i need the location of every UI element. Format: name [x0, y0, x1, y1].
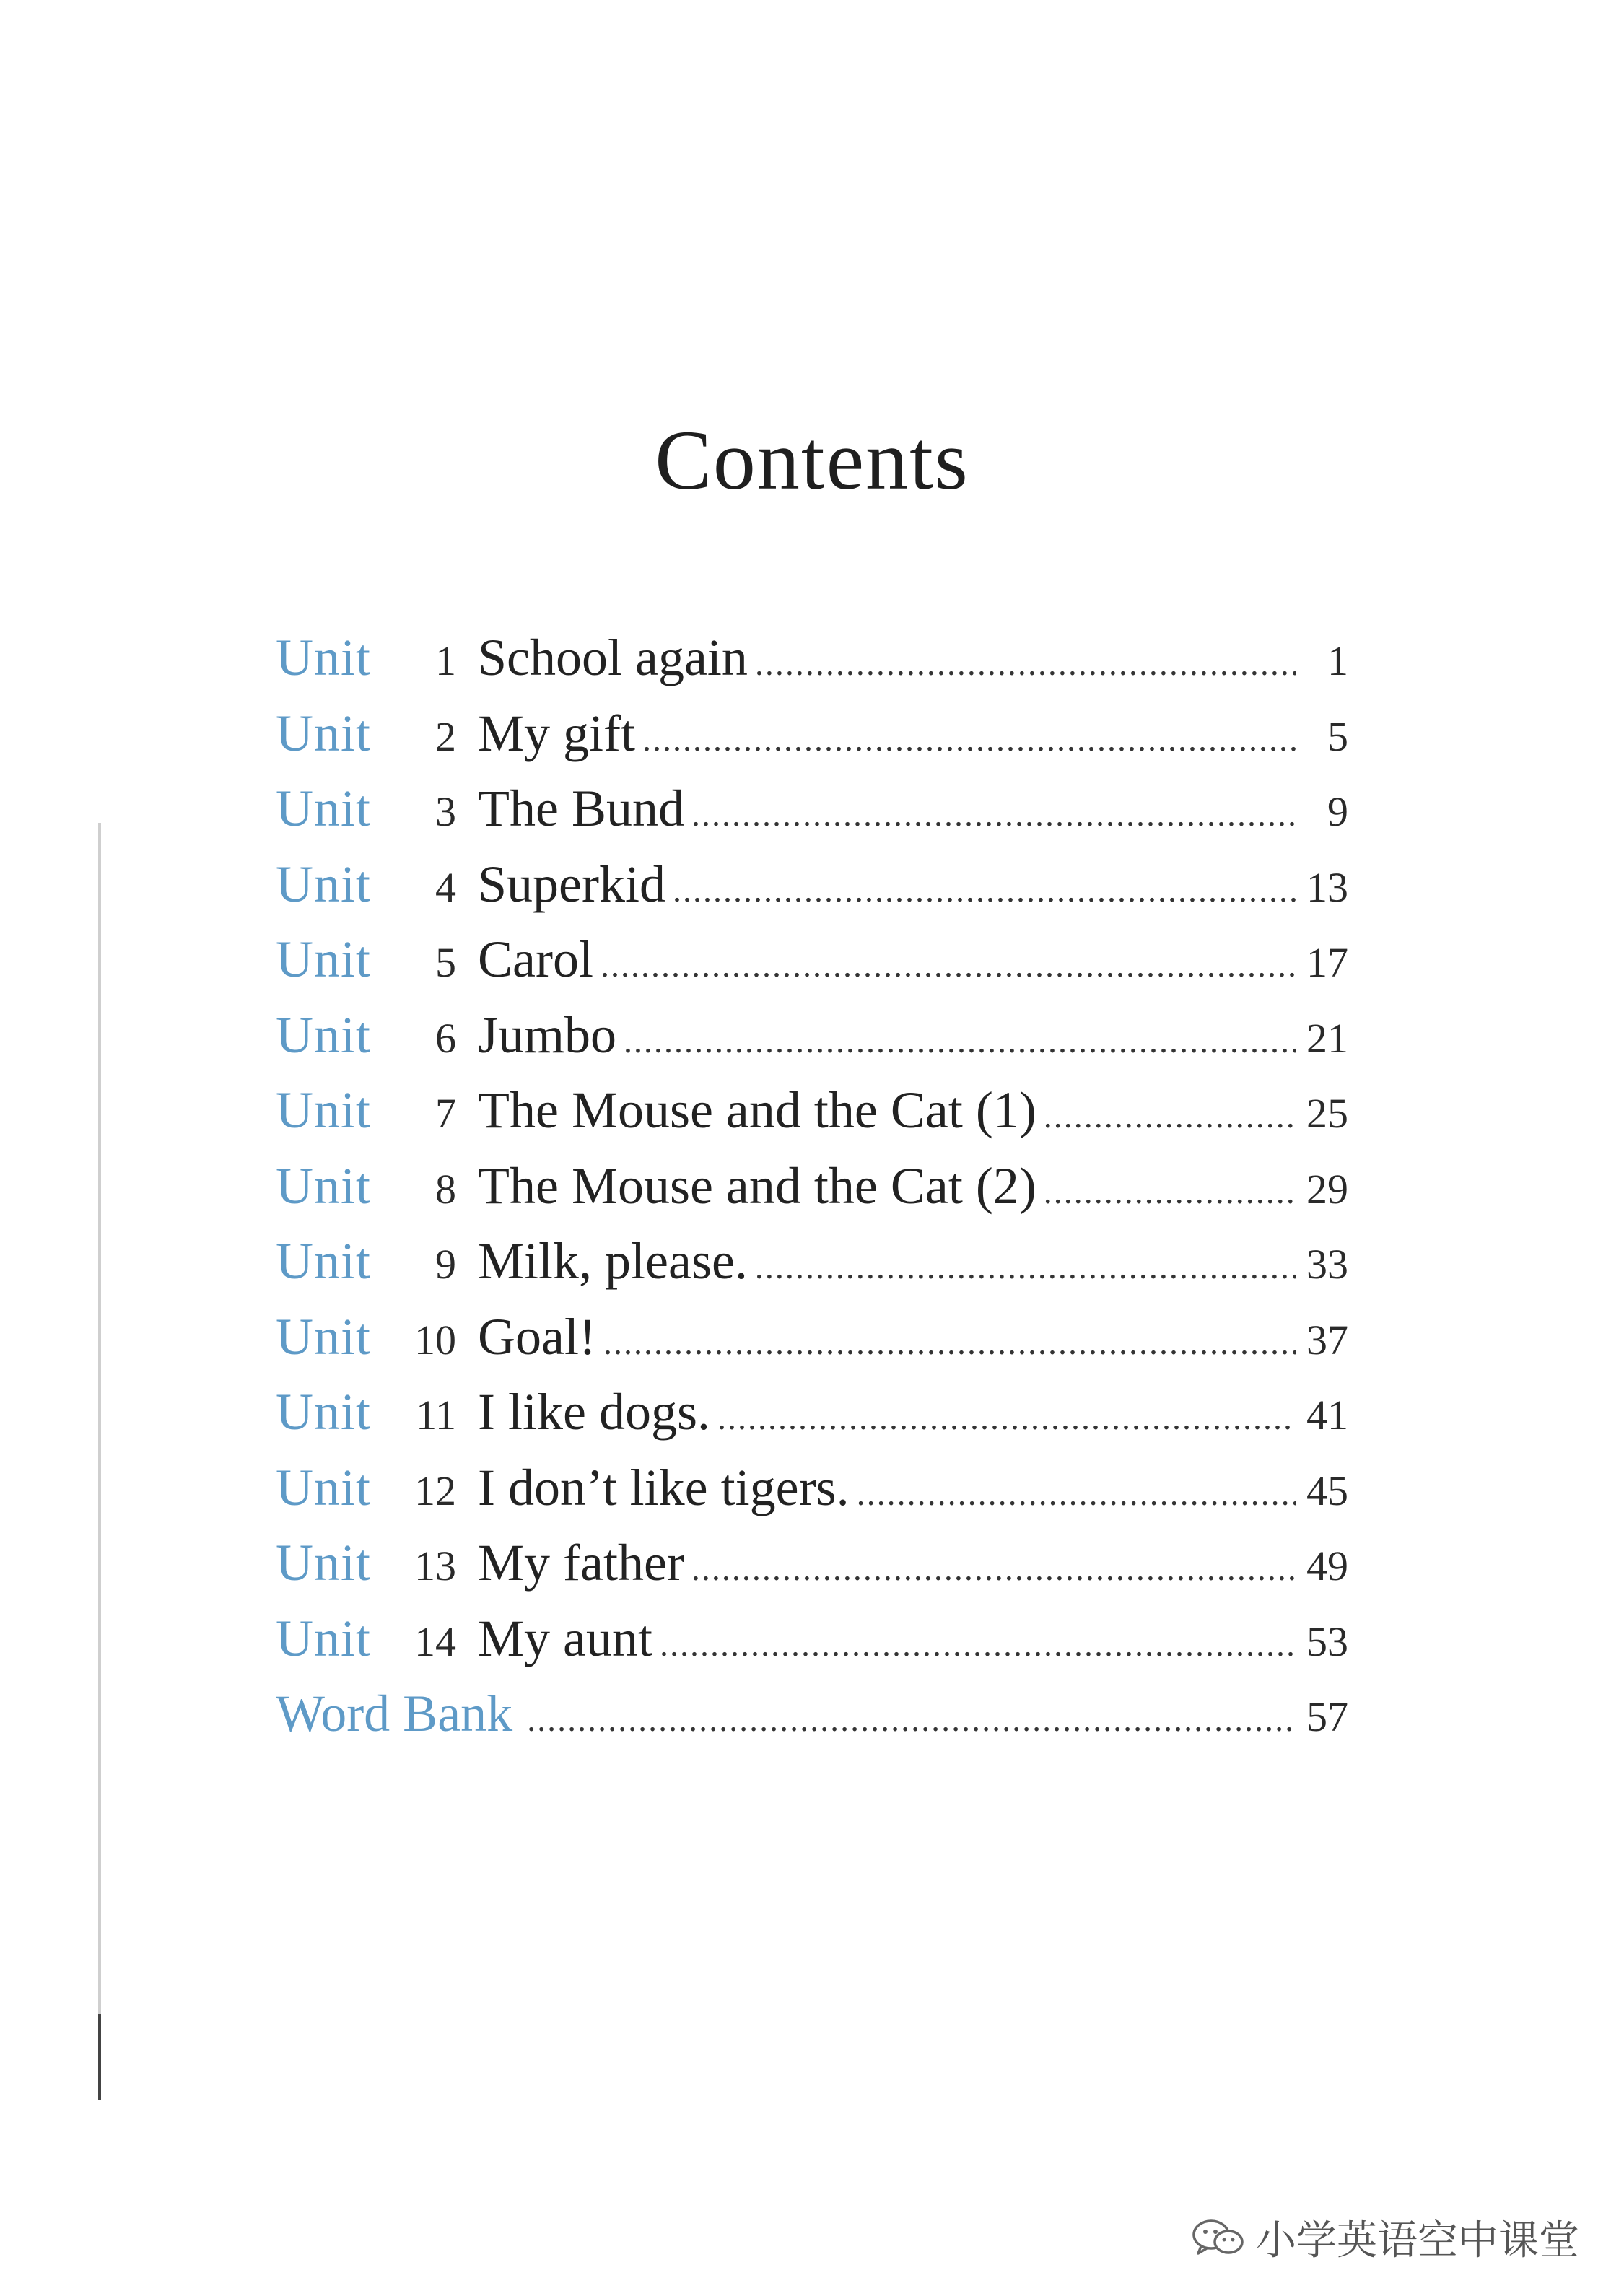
unit-title: My father: [478, 1534, 684, 1592]
unit-number: 13: [414, 1542, 456, 1589]
unit-title: The Mouse and the Cat (1): [478, 1081, 1036, 1139]
page-number: 49: [1306, 1542, 1348, 1589]
dot-leader: [755, 1247, 1296, 1287]
unit-number: 6: [435, 1014, 456, 1062]
unit-title: Carol: [478, 930, 593, 988]
toc-row[interactable]: [276, 930, 1348, 1005]
dot-leader: [691, 795, 1296, 834]
page-number: 57: [1306, 1693, 1348, 1740]
watermark: [1191, 2209, 1579, 2266]
toc-row[interactable]: [276, 1307, 1348, 1383]
page-number: 41: [1306, 1392, 1348, 1439]
page-number: 1: [1327, 637, 1348, 684]
page-number: 33: [1306, 1241, 1348, 1288]
toc-row[interactable]: [276, 1382, 1348, 1458]
unit-label: Unit: [276, 1005, 372, 1064]
unit-label: Unit: [276, 1081, 372, 1139]
dot-leader: [857, 1474, 1296, 1514]
unit-label: Unit: [276, 1383, 372, 1441]
unit-number: 12: [414, 1467, 456, 1514]
unit-title: My aunt: [478, 1609, 652, 1667]
unit-number: 3: [435, 788, 456, 835]
unit-number: 10: [414, 1316, 456, 1363]
unit-label: Unit: [276, 855, 372, 913]
page-number: 29: [1306, 1165, 1348, 1213]
wechat-icon: [1191, 2217, 1246, 2258]
unit-title: I like dogs.: [478, 1383, 710, 1441]
unit-number: 7: [435, 1090, 456, 1137]
unit-number: 8: [435, 1165, 456, 1213]
unit-label: Unit: [276, 1156, 372, 1215]
dot-leader: [603, 1323, 1296, 1363]
toc-row[interactable]: [276, 1609, 1348, 1685]
page-number: 53: [1306, 1618, 1348, 1665]
toc-row[interactable]: [276, 855, 1348, 930]
dot-leader: [527, 1700, 1296, 1740]
unit-title: The Mouse and the Cat (2): [478, 1156, 1036, 1215]
toc-row-word-bank[interactable]: [276, 1684, 1348, 1760]
toc-row[interactable]: [276, 1156, 1348, 1232]
toc-row[interactable]: [276, 779, 1348, 855]
unit-title: I don’t like tigers.: [478, 1458, 850, 1516]
dot-leader: [624, 1021, 1296, 1061]
unit-label: Unit: [276, 780, 372, 837]
unit-label: Unit: [276, 1232, 372, 1290]
unit-title: My gift: [478, 704, 636, 762]
unit-label: Unit: [276, 629, 372, 686]
dot-leader: [673, 870, 1296, 910]
dot-leader: [717, 1398, 1296, 1438]
page-number: 9: [1327, 788, 1348, 835]
page-title: Contents: [655, 413, 969, 507]
dot-leader: [601, 946, 1296, 985]
toc-row[interactable]: [276, 1533, 1348, 1609]
unit-title: The Bund: [478, 780, 684, 837]
page-number: 17: [1306, 939, 1348, 986]
toc-row[interactable]: [276, 1231, 1348, 1307]
page-edge-line: [98, 2014, 101, 2100]
dot-leader: [755, 644, 1296, 684]
unit-number: 2: [435, 712, 456, 760]
word-bank-label: Word Bank: [276, 1685, 513, 1742]
unit-number: 4: [435, 863, 456, 911]
page-edge-shadow: [98, 823, 101, 2100]
unit-label: Unit: [276, 1458, 372, 1516]
dot-leader: [1044, 1096, 1296, 1136]
dot-leader: [642, 720, 1296, 759]
table-of-contents: [276, 628, 1348, 1760]
toc-row[interactable]: [276, 1081, 1348, 1156]
toc-row[interactable]: [276, 1005, 1348, 1081]
dot-leader: [1044, 1172, 1296, 1212]
unit-title: Superkid: [478, 855, 665, 913]
unit-title: Jumbo: [478, 1005, 617, 1064]
unit-number: 11: [416, 1392, 456, 1439]
unit-number: 14: [414, 1618, 456, 1665]
page-number: 21: [1306, 1014, 1348, 1062]
toc-row[interactable]: [276, 704, 1348, 780]
unit-label: Unit: [276, 1307, 372, 1366]
toc-row[interactable]: [276, 1458, 1348, 1534]
unit-label: Unit: [276, 704, 372, 762]
page-number: 5: [1327, 712, 1348, 760]
watermark-text: 小学英语空中课堂: [1256, 2217, 1579, 2264]
toc-row[interactable]: [276, 628, 1348, 704]
unit-label: Unit: [276, 1609, 372, 1667]
unit-title: Milk, please.: [478, 1232, 748, 1290]
unit-label: Unit: [276, 1534, 372, 1592]
page-number: 13: [1306, 863, 1348, 911]
unit-label: Unit: [276, 930, 372, 988]
page-number: 37: [1306, 1316, 1348, 1363]
unit-title: Goal!: [478, 1307, 596, 1366]
unit-number: 1: [435, 637, 456, 684]
page-number: 45: [1306, 1467, 1348, 1514]
dot-leader: [660, 1625, 1296, 1664]
page-number: 25: [1306, 1090, 1348, 1137]
unit-title: School again: [478, 629, 748, 686]
unit-number: 9: [435, 1241, 456, 1288]
dot-leader: [691, 1549, 1296, 1589]
unit-number: 5: [435, 939, 456, 986]
